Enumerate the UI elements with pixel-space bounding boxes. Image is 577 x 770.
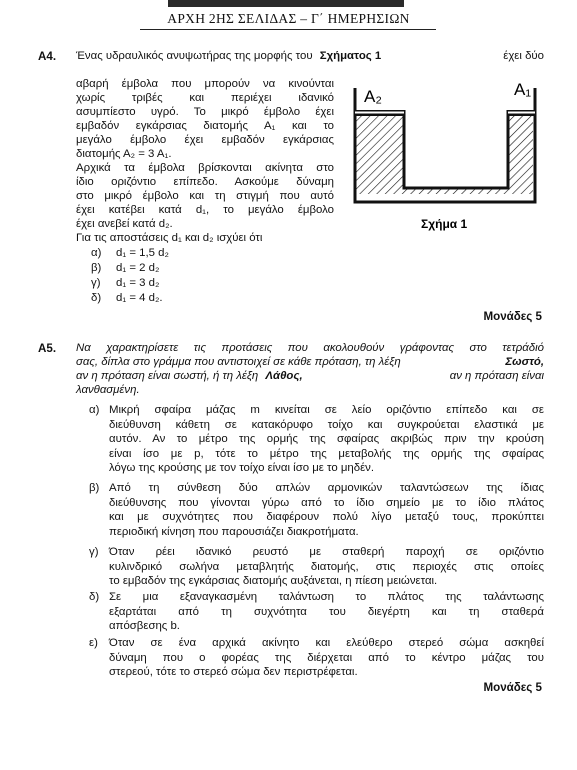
a5-item-letter: δ)	[89, 591, 100, 603]
a5-item-letter: ε)	[89, 637, 98, 649]
word-wrong: Λάθος,	[265, 370, 303, 382]
a4-line-8: ίδιο οριζόντιο επίπεδο. Ασκούμε δύναμη	[76, 176, 334, 188]
label-a1: A₁	[514, 80, 532, 99]
a4-line-12: Για τις αποστάσεις d₁ και d₂ ισχύει ότι	[76, 232, 263, 244]
figure-caption: Σχήμα 1	[421, 217, 468, 231]
a5-intro-2-text: αν η πρόταση είναι σωστή, ή τη λέξη	[76, 370, 259, 382]
a5-item-line: είναι ίσο με p, τότε το μέτρο της μεταβολής της ορμής της σφαίρας	[109, 447, 544, 460]
a5-item-letter: α)	[89, 404, 100, 416]
label-a2: A₂	[364, 87, 382, 106]
a5-item-line: Από τη σύνθεση δύο απλών αρμονικών ταλαντώσεων της ίδιας	[109, 482, 544, 494]
top-margin-bar	[168, 0, 404, 7]
a5-item-line: απόσβεσης b.	[109, 620, 180, 633]
a5-intro-2-tail: αν η πρόταση είναι	[449, 370, 544, 382]
word-correct: Σωστό,	[505, 356, 544, 368]
a5-intro-3: λανθασμένη.	[76, 384, 140, 396]
question-a5-label: Α5.	[38, 342, 57, 355]
a5-intro-0: Να χαρακτηρίσετε τις προτάσεις που ακολουθούν γράφοντας στο τετράδιό	[76, 342, 544, 354]
a5-item-line: στερεού, τότε το στερεό σώμα δεν περιστρέφεται.	[109, 666, 358, 679]
a5-item-line: το εμβαδόν της εγκάρσιας διατομής αυξάνεται, η πίεση μειώνεται.	[109, 575, 438, 588]
a5-item-line: λόγω της κρούσης με τον τοίχο είναι ίσο με το μηδέν.	[109, 462, 375, 475]
a4-line-9: στο μικρό έμβολο και τη στιγμή που αυτό	[76, 190, 334, 202]
a5-item-line: αυτόν. Αν το μέτρο της ορμής της σφαίρας ακριβώς πριν την κρούση	[109, 433, 544, 446]
hydraulic-lift-figure	[352, 74, 538, 234]
header-underline	[140, 29, 436, 30]
a4-line-4: εμβαδόν εγκάρσιας διατομής Α₁ και το	[76, 120, 334, 132]
a4-option-text: d₁ = 3 d₂	[116, 277, 160, 289]
a4-option-letter: γ)	[91, 277, 101, 289]
a4-line-3: ασυμπίεστο υγρό. Το μικρό έμβολο έχει	[76, 106, 334, 118]
a4-line-1: αβαρή έμβολα που μπορούν να κινούνται	[76, 78, 334, 90]
a5-marks: Μονάδες 5	[483, 681, 542, 694]
a5-item-line: κυλινδρικό σωλήνα μεταβλητής διατομής, στις περιοχές στις οποίες	[109, 560, 544, 573]
question-a4-label: Α4.	[38, 50, 57, 63]
figure-reference: Σχήματος 1	[319, 50, 382, 62]
a5-item-line: διεύθυνσης που γίνονται γύρω από το ίδιο σημείο με το ίδιο πλάτος	[109, 496, 544, 509]
a5-intro-1	[76, 355, 544, 369]
a5-item-letter: β)	[89, 482, 100, 494]
a4-option-letter: β)	[91, 262, 102, 274]
a5-item-line: περιοδική κίνηση που παρουσιάζει διακροτήματα.	[109, 525, 359, 538]
a4-option-letter: δ)	[91, 292, 102, 304]
a4-line-7: Αρχικά τα έμβολα βρίσκονται ακίνητα στο	[76, 162, 334, 174]
a4-line-10: έχει κατέβει κατά d₁, το μεγάλο έμβολο	[76, 204, 334, 216]
a4-option-text: d₁ = 2 d₂	[116, 262, 160, 274]
a4-line-11: έχει ανεβεί κατά d₂.	[76, 218, 173, 230]
a5-item-line: Μικρή σφαίρα μάζας m κινείται σε λείο οριζόντιο επίπεδο και σε	[109, 404, 544, 416]
a4-line-0	[76, 49, 544, 63]
a5-item-line: και με συχνότητες που διαφέρουν πολύ λίγο μεταξύ τους, προκύπτει	[109, 511, 544, 524]
a5-intro-2	[76, 369, 544, 383]
a5-item-line: δύναμη που ο φορέας της διέρχεται από το κέντρο μάζας του	[109, 651, 544, 664]
a4-line-2: χωρίς τριβές και περιέχει ιδανικό	[76, 92, 334, 104]
page-header: ΑΡΧΗ 2ΗΣ ΣΕΛΙΔΑΣ – Γ΄ ΗΜΕΡΗΣΙΩΝ	[167, 11, 410, 26]
a4-line-5: μεγάλο έμβολο έχει εμβαδόν εγκάρσιας	[76, 134, 334, 146]
a5-item-line: διεύθυνση κάθετη σε κατακόρυφο τοίχο και συγκρούεται ελαστικά με	[109, 418, 544, 431]
a5-item-letter: γ)	[89, 546, 99, 558]
a4-line-0-text: Ένας υδραυλικός ανυψωτήρας της μορφής του	[76, 50, 313, 62]
a5-intro-1-text: σας, δίπλα στο γράμμα που αντιστοιχεί σε κάθε πρόταση, τη λέξη	[76, 356, 401, 368]
a5-item-line: Όταν σε ένα αρχικά ακίνητο και ελεύθερο στερεό σώμα ασκηθεί	[109, 637, 544, 649]
a4-option-letter: α)	[91, 247, 102, 259]
a4-option-text: d₁ = 1,5 d₂	[116, 247, 169, 259]
a5-item-line: Όταν ρέει ιδανικό ρευστό με σταθερή παροχή σε οριζόντιο	[109, 546, 544, 558]
a4-option-text: d₁ = 4 d₂.	[116, 292, 163, 304]
a5-item-line: Σε μια εξαναγκασμένη ταλάντωση το πλάτος της ταλάντωσης	[109, 591, 544, 603]
a4-line-0-tail: έχει δύο	[503, 50, 544, 62]
a4-marks: Μονάδες 5	[483, 310, 542, 323]
a4-line-6: διατομής Α₂ = 3 Α₁.	[76, 148, 172, 160]
a5-item-line: εξαρτάται από τη συχνότητα του διεγέρτη και τη σταθερά	[109, 605, 544, 618]
